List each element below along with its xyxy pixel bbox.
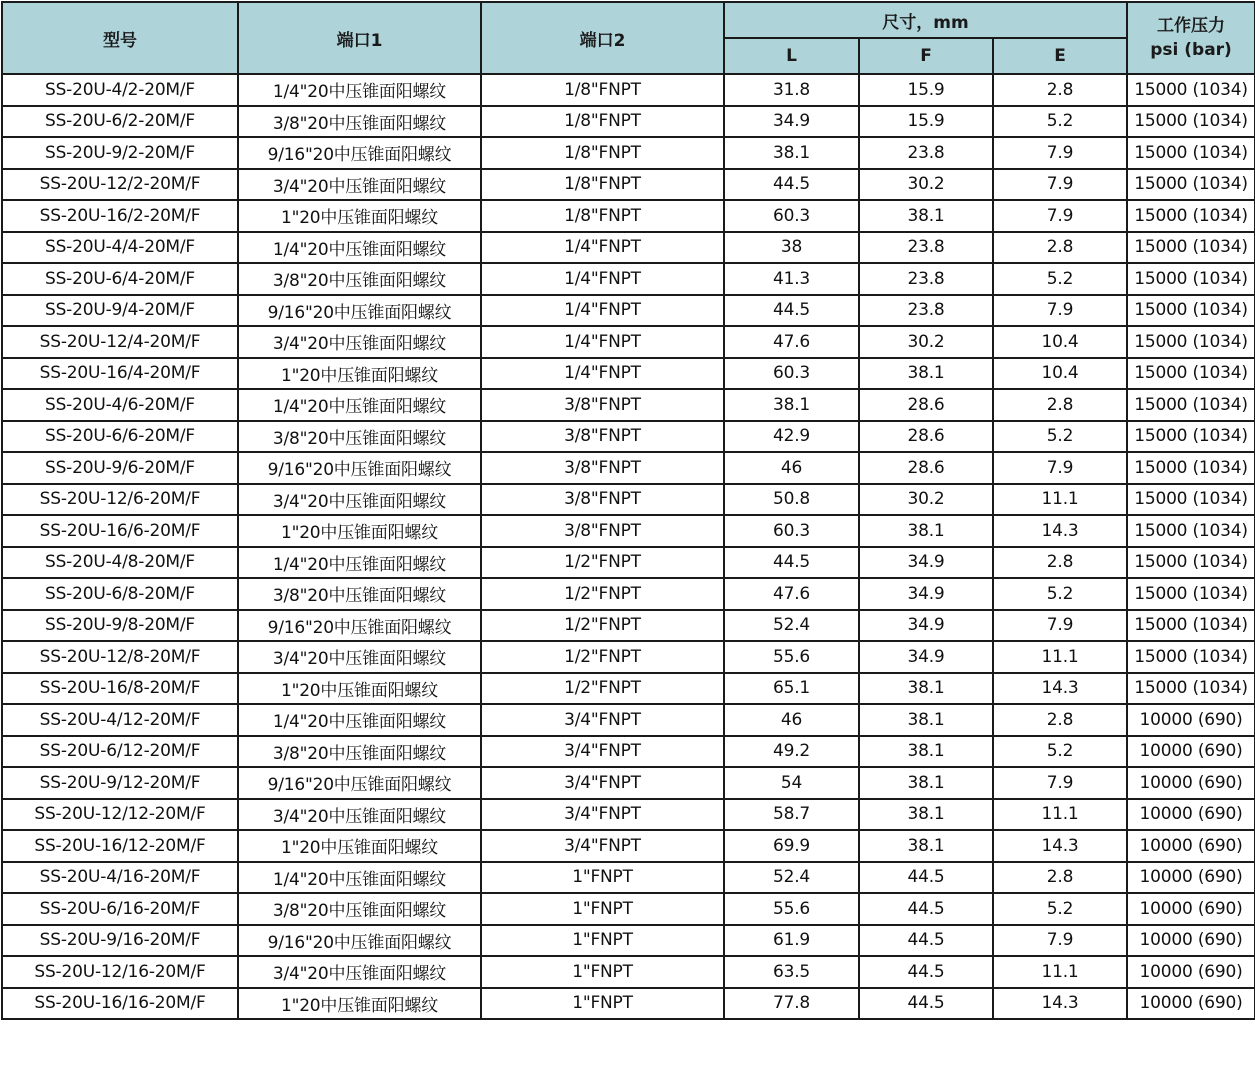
cell-port1: 3/4"20中压锥面阳螺纹 <box>238 799 481 831</box>
cell-dim-e: 2.8 <box>993 232 1127 264</box>
cell-dim-f: 28.6 <box>859 389 993 421</box>
cell-model: SS-20U-6/8-20M/F <box>2 578 238 610</box>
cell-pressure: 15000 (1034) <box>1127 169 1255 201</box>
cell-port1: 9/16"20中压锥面阳螺纹 <box>238 610 481 642</box>
cell-model: SS-20U-12/2-20M/F <box>2 169 238 201</box>
cell-model: SS-20U-6/6-20M/F <box>2 421 238 453</box>
cell-dim-l: 52.4 <box>724 862 859 894</box>
cell-pressure: 10000 (690) <box>1127 925 1255 957</box>
cell-dim-e: 14.3 <box>993 515 1127 547</box>
cell-port1: 3/4"20中压锥面阳螺纹 <box>238 641 481 673</box>
cell-port2: 3/4"FNPT <box>481 736 724 768</box>
cell-dim-f: 23.8 <box>859 232 993 264</box>
cell-dim-e: 5.2 <box>993 421 1127 453</box>
cell-dim-e: 11.1 <box>993 641 1127 673</box>
cell-port2: 1"FNPT <box>481 862 724 894</box>
cell-dim-f: 23.8 <box>859 137 993 169</box>
cell-port2: 1"FNPT <box>481 925 724 957</box>
table-row <box>2 830 1255 862</box>
cell-dim-l: 60.3 <box>724 515 859 547</box>
table-row <box>2 673 1255 705</box>
cell-port1: 1/4"20中压锥面阳螺纹 <box>238 704 481 736</box>
cell-dim-e: 7.9 <box>993 200 1127 232</box>
cell-dim-l: 42.9 <box>724 421 859 453</box>
cell-dim-e: 10.4 <box>993 358 1127 390</box>
cell-port2: 3/8"FNPT <box>481 515 724 547</box>
cell-pressure: 10000 (690) <box>1127 956 1255 988</box>
cell-port1: 1"20中压锥面阳螺纹 <box>238 673 481 705</box>
cell-dim-e: 7.9 <box>993 295 1127 327</box>
cell-model: SS-20U-9/8-20M/F <box>2 610 238 642</box>
cell-dim-e: 2.8 <box>993 704 1127 736</box>
cell-model: SS-20U-9/4-20M/F <box>2 295 238 327</box>
cell-port2: 1/8"FNPT <box>481 137 724 169</box>
cell-dim-f: 38.1 <box>859 515 993 547</box>
cell-dim-e: 7.9 <box>993 452 1127 484</box>
cell-dim-e: 11.1 <box>993 956 1127 988</box>
cell-model: SS-20U-6/16-20M/F <box>2 893 238 925</box>
table-row <box>2 232 1255 264</box>
cell-port1: 3/8"20中压锥面阳螺纹 <box>238 736 481 768</box>
cell-dim-f: 38.1 <box>859 830 993 862</box>
cell-port2: 1"FNPT <box>481 956 724 988</box>
cell-dim-f: 44.5 <box>859 893 993 925</box>
cell-dim-f: 15.9 <box>859 106 993 138</box>
cell-dim-f: 44.5 <box>859 862 993 894</box>
cell-pressure: 10000 (690) <box>1127 767 1255 799</box>
table-body <box>2 74 1255 1019</box>
cell-port1: 3/4"20中压锥面阳螺纹 <box>238 956 481 988</box>
cell-dim-e: 2.8 <box>993 389 1127 421</box>
cell-port1: 1"20中压锥面阳螺纹 <box>238 988 481 1020</box>
cell-model: SS-20U-4/12-20M/F <box>2 704 238 736</box>
cell-dim-f: 44.5 <box>859 956 993 988</box>
header-pressure <box>1127 2 1255 74</box>
cell-model: SS-20U-16/4-20M/F <box>2 358 238 390</box>
table-row <box>2 988 1255 1020</box>
cell-dim-f: 38.1 <box>859 200 993 232</box>
cell-dim-l: 34.9 <box>724 106 859 138</box>
table-row <box>2 326 1255 358</box>
cell-dim-l: 38 <box>724 232 859 264</box>
cell-dim-l: 63.5 <box>724 956 859 988</box>
cell-port1: 3/8"20中压锥面阳螺纹 <box>238 578 481 610</box>
cell-model: SS-20U-16/6-20M/F <box>2 515 238 547</box>
cell-dim-e: 2.8 <box>993 547 1127 579</box>
table-row <box>2 862 1255 894</box>
cell-model: SS-20U-4/4-20M/F <box>2 232 238 264</box>
cell-dim-l: 47.6 <box>724 578 859 610</box>
table-row <box>2 925 1255 957</box>
cell-port1: 1"20中压锥面阳螺纹 <box>238 515 481 547</box>
cell-model: SS-20U-4/6-20M/F <box>2 389 238 421</box>
cell-port2: 3/4"FNPT <box>481 704 724 736</box>
cell-pressure: 15000 (1034) <box>1127 389 1255 421</box>
header-port2: 端口2 <box>481 2 724 74</box>
cell-model: SS-20U-6/2-20M/F <box>2 106 238 138</box>
cell-port1: 1/4"20中压锥面阳螺纹 <box>238 232 481 264</box>
cell-port2: 3/8"FNPT <box>481 452 724 484</box>
cell-pressure: 15000 (1034) <box>1127 421 1255 453</box>
cell-model: SS-20U-12/4-20M/F <box>2 326 238 358</box>
cell-model: SS-20U-12/6-20M/F <box>2 484 238 516</box>
cell-model: SS-20U-4/2-20M/F <box>2 74 238 106</box>
cell-pressure: 10000 (690) <box>1127 830 1255 862</box>
cell-dim-e: 10.4 <box>993 326 1127 358</box>
cell-port2: 1/4"FNPT <box>481 263 724 295</box>
cell-dim-f: 30.2 <box>859 169 993 201</box>
cell-port2: 1/2"FNPT <box>481 578 724 610</box>
cell-dim-f: 34.9 <box>859 610 993 642</box>
cell-pressure: 10000 (690) <box>1127 736 1255 768</box>
cell-port2: 1/8"FNPT <box>481 106 724 138</box>
cell-dim-f: 38.1 <box>859 799 993 831</box>
table-row <box>2 578 1255 610</box>
cell-dim-l: 31.8 <box>724 74 859 106</box>
cell-port1: 9/16"20中压锥面阳螺纹 <box>238 452 481 484</box>
table-row <box>2 547 1255 579</box>
cell-pressure: 15000 (1034) <box>1127 295 1255 327</box>
cell-dim-e: 5.2 <box>993 736 1127 768</box>
spec-table <box>1 1 1255 1020</box>
cell-dim-e: 5.2 <box>993 106 1127 138</box>
cell-dim-e: 7.9 <box>993 137 1127 169</box>
header-dim-f: F <box>859 38 993 74</box>
table-row <box>2 389 1255 421</box>
cell-pressure: 15000 (1034) <box>1127 232 1255 264</box>
cell-port2: 1/8"FNPT <box>481 169 724 201</box>
cell-dim-l: 49.2 <box>724 736 859 768</box>
cell-port1: 1/4"20中压锥面阳螺纹 <box>238 74 481 106</box>
header-model: 型号 <box>2 2 238 74</box>
cell-port1: 1/4"20中压锥面阳螺纹 <box>238 862 481 894</box>
cell-model: SS-20U-9/6-20M/F <box>2 452 238 484</box>
cell-dim-e: 7.9 <box>993 767 1127 799</box>
table-row <box>2 358 1255 390</box>
table-row <box>2 641 1255 673</box>
cell-dim-f: 38.1 <box>859 767 993 799</box>
cell-dim-f: 38.1 <box>859 736 993 768</box>
cell-dim-l: 44.5 <box>724 295 859 327</box>
cell-dim-f: 28.6 <box>859 452 993 484</box>
table-row <box>2 484 1255 516</box>
table-row <box>2 799 1255 831</box>
cell-port1: 3/8"20中压锥面阳螺纹 <box>238 263 481 295</box>
cell-dim-e: 5.2 <box>993 893 1127 925</box>
cell-dim-l: 65.1 <box>724 673 859 705</box>
cell-port2: 3/8"FNPT <box>481 484 724 516</box>
cell-port1: 9/16"20中压锥面阳螺纹 <box>238 767 481 799</box>
cell-pressure: 15000 (1034) <box>1127 106 1255 138</box>
cell-model: SS-20U-9/2-20M/F <box>2 137 238 169</box>
cell-dim-l: 61.9 <box>724 925 859 957</box>
cell-model: SS-20U-9/16-20M/F <box>2 925 238 957</box>
cell-port2: 1/4"FNPT <box>481 232 724 264</box>
cell-pressure: 15000 (1034) <box>1127 326 1255 358</box>
cell-port1: 1"20中压锥面阳螺纹 <box>238 200 481 232</box>
table-row <box>2 263 1255 295</box>
cell-pressure: 15000 (1034) <box>1127 137 1255 169</box>
cell-port2: 3/8"FNPT <box>481 389 724 421</box>
cell-pressure: 15000 (1034) <box>1127 74 1255 106</box>
cell-model: SS-20U-6/12-20M/F <box>2 736 238 768</box>
cell-model: SS-20U-4/16-20M/F <box>2 862 238 894</box>
cell-dim-f: 23.8 <box>859 295 993 327</box>
cell-model: SS-20U-12/16-20M/F <box>2 956 238 988</box>
cell-dim-f: 30.2 <box>859 326 993 358</box>
cell-model: SS-20U-16/12-20M/F <box>2 830 238 862</box>
cell-dim-e: 14.3 <box>993 830 1127 862</box>
cell-dim-l: 47.6 <box>724 326 859 358</box>
cell-dim-e: 11.1 <box>993 799 1127 831</box>
cell-port1: 9/16"20中压锥面阳螺纹 <box>238 925 481 957</box>
header-dim-l: L <box>724 38 859 74</box>
cell-pressure: 15000 (1034) <box>1127 263 1255 295</box>
cell-port1: 1/4"20中压锥面阳螺纹 <box>238 547 481 579</box>
cell-dim-l: 44.5 <box>724 547 859 579</box>
cell-port1: 1/4"20中压锥面阳螺纹 <box>238 389 481 421</box>
cell-port1: 1"20中压锥面阳螺纹 <box>238 830 481 862</box>
cell-dim-e: 7.9 <box>993 925 1127 957</box>
cell-dim-l: 52.4 <box>724 610 859 642</box>
cell-dim-f: 23.8 <box>859 263 993 295</box>
cell-pressure: 15000 (1034) <box>1127 515 1255 547</box>
cell-port1: 1"20中压锥面阳螺纹 <box>238 358 481 390</box>
cell-dim-f: 38.1 <box>859 704 993 736</box>
cell-port2: 1"FNPT <box>481 988 724 1020</box>
cell-dim-e: 14.3 <box>993 988 1127 1020</box>
table-row <box>2 106 1255 138</box>
cell-dim-l: 41.3 <box>724 263 859 295</box>
cell-dim-l: 44.5 <box>724 169 859 201</box>
cell-dim-e: 2.8 <box>993 74 1127 106</box>
cell-dim-l: 46 <box>724 452 859 484</box>
cell-dim-l: 60.3 <box>724 200 859 232</box>
cell-dim-f: 44.5 <box>859 988 993 1020</box>
table-row <box>2 295 1255 327</box>
cell-dim-f: 34.9 <box>859 641 993 673</box>
cell-pressure: 10000 (690) <box>1127 862 1255 894</box>
cell-pressure: 15000 (1034) <box>1127 358 1255 390</box>
table-row <box>2 169 1255 201</box>
cell-dim-e: 2.8 <box>993 862 1127 894</box>
cell-dim-e: 14.3 <box>993 673 1127 705</box>
table-row <box>2 137 1255 169</box>
table-row <box>2 893 1255 925</box>
cell-dim-l: 60.3 <box>724 358 859 390</box>
cell-dim-l: 38.1 <box>724 389 859 421</box>
cell-model: SS-20U-16/16-20M/F <box>2 988 238 1020</box>
table-header <box>2 2 1255 74</box>
cell-pressure: 15000 (1034) <box>1127 200 1255 232</box>
cell-port1: 3/8"20中压锥面阳螺纹 <box>238 421 481 453</box>
cell-model: SS-20U-6/4-20M/F <box>2 263 238 295</box>
table-row <box>2 421 1255 453</box>
cell-port2: 1/4"FNPT <box>481 358 724 390</box>
cell-model: SS-20U-9/12-20M/F <box>2 767 238 799</box>
cell-dim-f: 38.1 <box>859 358 993 390</box>
cell-port2: 3/8"FNPT <box>481 421 724 453</box>
table-row <box>2 515 1255 547</box>
header-port1: 端口1 <box>238 2 481 74</box>
cell-port2: 1/2"FNPT <box>481 673 724 705</box>
cell-pressure: 15000 (1034) <box>1127 641 1255 673</box>
cell-dim-l: 54 <box>724 767 859 799</box>
cell-dim-f: 15.9 <box>859 74 993 106</box>
cell-dim-e: 7.9 <box>993 169 1127 201</box>
cell-dim-e: 7.9 <box>993 610 1127 642</box>
cell-dim-e: 11.1 <box>993 484 1127 516</box>
cell-dim-l: 69.9 <box>724 830 859 862</box>
header-dimensions-group: 尺寸，mm <box>724 2 1127 38</box>
cell-dim-f: 34.9 <box>859 547 993 579</box>
table-row <box>2 767 1255 799</box>
cell-dim-f: 34.9 <box>859 578 993 610</box>
table-row <box>2 74 1255 106</box>
cell-dim-f: 28.6 <box>859 421 993 453</box>
cell-port2: 1/4"FNPT <box>481 295 724 327</box>
cell-port2: 1/8"FNPT <box>481 74 724 106</box>
cell-port1: 3/4"20中压锥面阳螺纹 <box>238 326 481 358</box>
cell-pressure: 15000 (1034) <box>1127 452 1255 484</box>
cell-port1: 3/8"20中压锥面阳螺纹 <box>238 106 481 138</box>
cell-pressure: 10000 (690) <box>1127 988 1255 1020</box>
cell-dim-l: 50.8 <box>724 484 859 516</box>
cell-pressure: 15000 (1034) <box>1127 673 1255 705</box>
table-row <box>2 610 1255 642</box>
cell-dim-l: 55.6 <box>724 893 859 925</box>
cell-dim-l: 58.7 <box>724 799 859 831</box>
cell-pressure: 10000 (690) <box>1127 799 1255 831</box>
cell-pressure: 10000 (690) <box>1127 893 1255 925</box>
cell-port1: 3/4"20中压锥面阳螺纹 <box>238 169 481 201</box>
cell-port2: 3/4"FNPT <box>481 767 724 799</box>
cell-port1: 3/4"20中压锥面阳螺纹 <box>238 484 481 516</box>
table-row <box>2 452 1255 484</box>
cell-port1: 9/16"20中压锥面阳螺纹 <box>238 137 481 169</box>
cell-dim-l: 46 <box>724 704 859 736</box>
table-row <box>2 736 1255 768</box>
header-pressure-unit: psi (bar) <box>1150 40 1232 60</box>
header-row-top <box>2 2 1255 38</box>
cell-model: SS-20U-4/8-20M/F <box>2 547 238 579</box>
cell-model: SS-20U-12/8-20M/F <box>2 641 238 673</box>
cell-port2: 1/2"FNPT <box>481 610 724 642</box>
cell-dim-l: 38.1 <box>724 137 859 169</box>
cell-port1: 3/8"20中压锥面阳螺纹 <box>238 893 481 925</box>
cell-port2: 1/2"FNPT <box>481 547 724 579</box>
cell-dim-l: 55.6 <box>724 641 859 673</box>
cell-dim-e: 5.2 <box>993 263 1127 295</box>
cell-port2: 3/4"FNPT <box>481 830 724 862</box>
cell-port2: 1/8"FNPT <box>481 200 724 232</box>
cell-dim-f: 30.2 <box>859 484 993 516</box>
cell-pressure: 15000 (1034) <box>1127 578 1255 610</box>
table-row <box>2 200 1255 232</box>
cell-model: SS-20U-16/8-20M/F <box>2 673 238 705</box>
cell-pressure: 10000 (690) <box>1127 704 1255 736</box>
cell-dim-f: 44.5 <box>859 925 993 957</box>
cell-port2: 1"FNPT <box>481 893 724 925</box>
table-row <box>2 956 1255 988</box>
cell-pressure: 15000 (1034) <box>1127 610 1255 642</box>
cell-dim-f: 38.1 <box>859 673 993 705</box>
header-pressure-label: 工作压力 <box>1157 16 1226 36</box>
cell-port2: 1/2"FNPT <box>481 641 724 673</box>
table-row <box>2 704 1255 736</box>
cell-pressure: 15000 (1034) <box>1127 484 1255 516</box>
cell-port2: 1/4"FNPT <box>481 326 724 358</box>
cell-dim-e: 5.2 <box>993 578 1127 610</box>
cell-model: SS-20U-16/2-20M/F <box>2 200 238 232</box>
cell-pressure: 15000 (1034) <box>1127 547 1255 579</box>
header-dim-e: E <box>993 38 1127 74</box>
cell-port2: 3/4"FNPT <box>481 799 724 831</box>
cell-model: SS-20U-12/12-20M/F <box>2 799 238 831</box>
cell-port1: 9/16"20中压锥面阳螺纹 <box>238 295 481 327</box>
cell-dim-l: 77.8 <box>724 988 859 1020</box>
